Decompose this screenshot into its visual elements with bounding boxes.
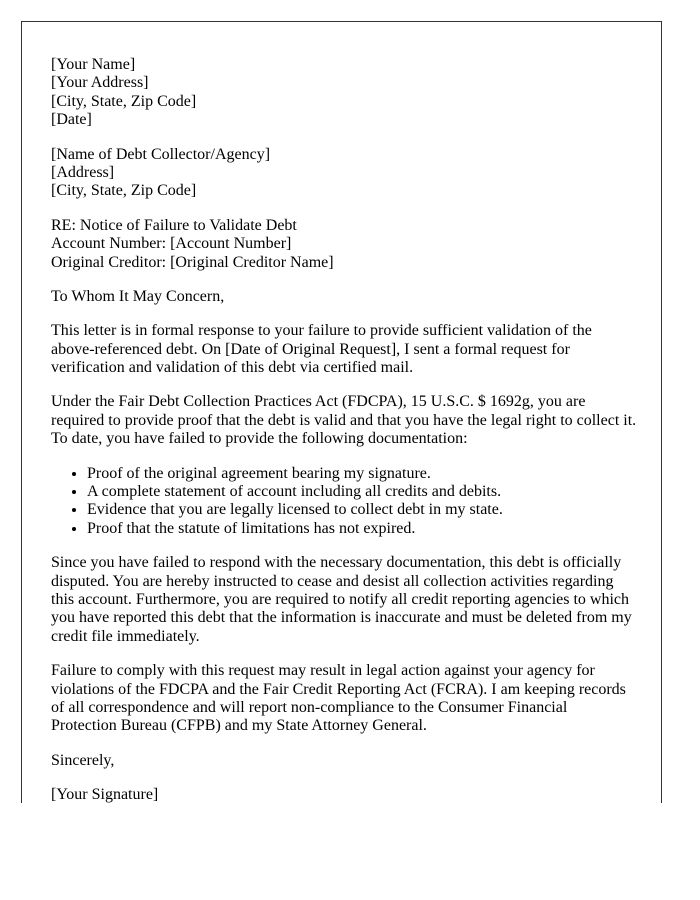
subject-line: RE: Notice of Failure to Validate Debt [51,216,297,234]
sender-address: [Your Address] [51,74,149,92]
documentation-list [51,465,637,539]
sender-address-block [51,56,637,130]
reference-block [51,217,637,272]
recipient-city-state-zip: [City, State, Zip Code] [51,182,197,200]
salutation: To Whom It May Concern, [51,287,225,305]
body-paragraph-3: Since you have failed to respond with the necessary documentation, this debt is officially disputed. You are hereby instructed to cease and desist all collection activities regarding this account. Furthermore, you are required to notify all credit reporting agencies to which you have reported this debt that the information is inaccurate and must be deleted from my credit file immediately. [51,554,632,645]
letter-date: [Date] [51,111,92,129]
recipient-address-block [51,146,637,201]
list-item: • Evidence that you are legally licensed to collect debt in my state. [87,501,637,519]
body-paragraph-2: Under the Fair Debt Collection Practices Act (FDCPA), 15 U.S.C. $ 1692g, you are required to provide proof that the debt is valid and that you have the legal right to collect it. To date, you have failed to provide the following documentation: [51,393,637,448]
account-number-line: Account Number: [Account Number] [51,235,292,253]
sender-city-state-zip: [City, State, Zip Code] [51,92,197,110]
list-item: • Proof that the statute of limitations has not expired. [87,520,637,538]
original-creditor-line: Original Creditor: [Original Creditor Name] [51,253,334,271]
signature-placeholder: [Your Signature] [51,786,159,803]
recipient-address: [Address] [51,163,115,181]
body-paragraph-1: This letter is in formal response to your failure to provide sufficient validation of the above-referenced debt. On [Date of Original Request], I sent a formal request for verification and validation of this debt via certified mail. [51,322,592,377]
body-paragraph-4: Failure to comply with this request may result in legal action against your agency for violations of the FDCPA and the Fair Credit Reporting Act (FCRA). I am keeping records of all correspondence and will report non-compliance to the Consumer Financial Protection Bureau (CFPB) and my State Attorney General. [51,662,626,735]
recipient-name: [Name of Debt Collector/Agency] [51,145,271,163]
list-item: • Proof of the original agreement bearing my signature. [87,465,637,483]
sender-name: [Your Name] [51,56,136,73]
signoff: Sincerely, [51,751,115,769]
list-item: • A complete statement of account including all credits and debits. [87,483,637,501]
letter-document [21,21,662,803]
